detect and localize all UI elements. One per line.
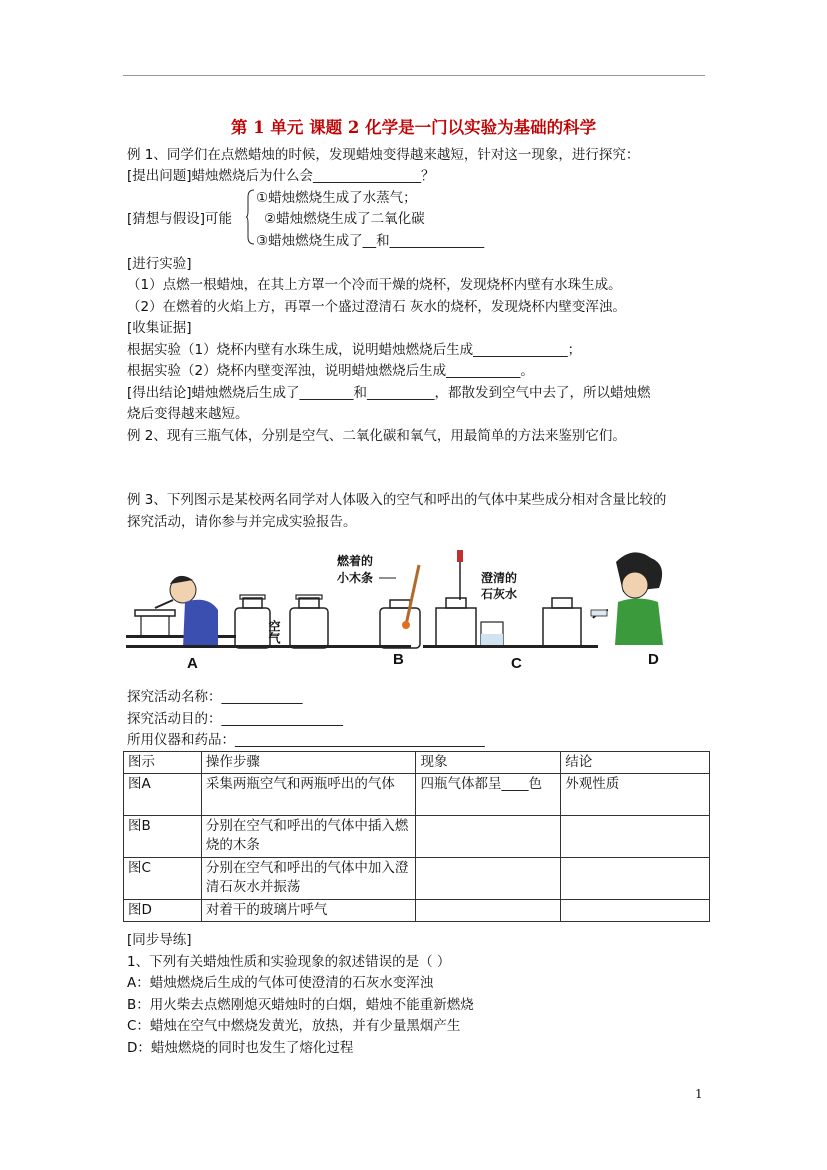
table-cell[interactable] xyxy=(416,900,561,922)
table-row xyxy=(124,816,710,858)
table-cell: 四瓶气体都呈____色 xyxy=(416,774,561,816)
ex1-hypothesis-label: [猜想与假设]可能 xyxy=(127,211,233,227)
figure-label-c: C xyxy=(511,655,522,672)
figure-label-d: D xyxy=(648,651,659,668)
table-header-cell: 图示 xyxy=(124,752,202,774)
practice-option-c: C：蜡烛在空气中燃烧发黄光，放热，并有少量黑烟产生 xyxy=(127,1018,461,1034)
report-table xyxy=(123,751,710,922)
table-header-cell: 操作步骤 xyxy=(201,752,416,774)
ex1-experiment-2: （2）在燃着的火焰上方，再罩一个盛过澄清石 灰水的烧杯，发现烧杯内壁变浑浊。 xyxy=(127,299,626,315)
table-cell: 外观性质 xyxy=(561,774,710,816)
figure-a-student xyxy=(126,576,270,648)
ex1-evidence-2: 根据实验（2）烧杯内壁变浑浊，说明蜡烛燃烧后生成___________。 xyxy=(127,363,534,379)
table-cell[interactable] xyxy=(561,858,710,900)
table-row xyxy=(124,858,710,900)
ex3-intro-1: 例 3、下列图示是某校两名同学对人体吸入的空气和呼出的气体中某些成分相对含量比较的 xyxy=(127,492,667,508)
ex1-intro: 例 1、同学们在点燃蜡烛的时候，发现蜡烛变得越来越短，针对这一现象，进行探究： xyxy=(127,147,640,163)
figure-label-b: B xyxy=(393,651,404,668)
report-name: 探究活动名称：____________ xyxy=(127,689,303,705)
ex1-hypothesis-3: ③蜡烛燃烧生成了__和______________ xyxy=(256,233,485,249)
figure-stick-label-1: 燃着的 xyxy=(337,554,374,568)
ex1-conclusion-1: [得出结论]蜡烛燃烧后生成了________和__________，都散发到空气中去了，所以蜡烛燃 xyxy=(127,385,651,401)
ex1-hypothesis-2: ②蜡烛燃烧生成了二氧化碳 xyxy=(264,211,425,227)
ex1-evidence-1: 根据实验（1）烧杯内壁有水珠生成，说明蜡烛燃烧后生成______________； xyxy=(127,342,582,358)
ex1-hypothesis-1: ①蜡烛燃烧生成了水蒸气； xyxy=(256,190,417,206)
table-cell: 分别在空气和呼出的气体中加入澄清石灰水并振荡 xyxy=(201,858,416,900)
table-cell: 图C xyxy=(124,858,202,900)
table-header-cell: 现象 xyxy=(416,752,561,774)
ex1-experiment-1: （1）点燃一根蜡烛，在其上方罩一个冷而干燥的烧杯，发现烧杯内壁有水珠生成。 xyxy=(127,277,622,293)
page-number: 1 xyxy=(695,1087,703,1101)
ex1-conclusion-2: 烧后变得越来越短。 xyxy=(127,406,249,422)
figure-lime-label-1: 澄清的 xyxy=(481,571,518,585)
practice-label: [同步导练] xyxy=(127,932,192,948)
hypothesis-brace xyxy=(246,189,254,245)
report-materials: 所用仪器和药品：_____________________________________ xyxy=(127,732,485,748)
table-row xyxy=(124,774,710,816)
figure-lime-label-2: 石灰水 xyxy=(481,587,518,601)
table-cell[interactable] xyxy=(416,816,561,858)
table-row xyxy=(124,900,710,922)
figure-d-girl xyxy=(591,552,663,645)
ex1-evidence-label: [收集证据] xyxy=(127,320,192,336)
table-cell: 采集两瓶空气和两瓶呼出的气体 xyxy=(201,774,416,816)
figure-air-label: 空气 xyxy=(267,620,281,644)
figure-stick-label-2: 小木条 xyxy=(337,571,374,585)
table-cell: 图D xyxy=(124,900,202,922)
table-cell: 图B xyxy=(124,816,202,858)
table-cell[interactable] xyxy=(561,900,710,922)
ex1-question: [提出问题]蜡烛燃烧后为什么会________________？ xyxy=(127,168,435,184)
table-cell: 图A xyxy=(124,774,202,816)
air-bottle xyxy=(290,595,328,648)
figure-label-a: A xyxy=(187,655,198,672)
practice-option-d: D：蜡烛燃烧的同时也发生了熔化过程 xyxy=(127,1040,354,1056)
table-header-row xyxy=(124,752,710,774)
header-rule xyxy=(123,75,705,76)
ex3-intro-2: 探究活动，请你参与并完成实验报告。 xyxy=(127,514,357,530)
table-cell: 分别在空气和呼出的气体中插入燃烧的木条 xyxy=(201,816,416,858)
experiment-figure xyxy=(123,540,683,675)
practice-question-1: 1、下列有关蜡烛性质和实验现象的叙述错误的是（ ） xyxy=(127,954,451,970)
table-cell[interactable] xyxy=(416,858,561,900)
table-cell[interactable] xyxy=(561,816,710,858)
ex1-experiment-label: [进行实验] xyxy=(127,256,192,272)
practice-option-b: B：用火柴去点燃刚熄灭蜡烛时的白烟，蜡烛不能重新燃烧 xyxy=(127,997,474,1013)
figure-b-bottle xyxy=(380,565,420,648)
table-cell: 对着干的玻璃片呼气 xyxy=(201,900,416,922)
ex2-text: 例 2、现有三瓶气体，分别是空气、二氧化碳和氧气，用最简单的方法来鉴别它们。 xyxy=(127,428,626,444)
table-header-cell: 结论 xyxy=(561,752,710,774)
page-title: 第 1 单元 课题 2 化学是一门以实验为基础的科学 xyxy=(230,118,597,137)
practice-option-a: A：蜡烛燃烧后生成的气体可使澄清的石灰水变浑浊 xyxy=(127,975,434,991)
report-purpose: 探究活动目的：__________________ xyxy=(127,711,343,727)
